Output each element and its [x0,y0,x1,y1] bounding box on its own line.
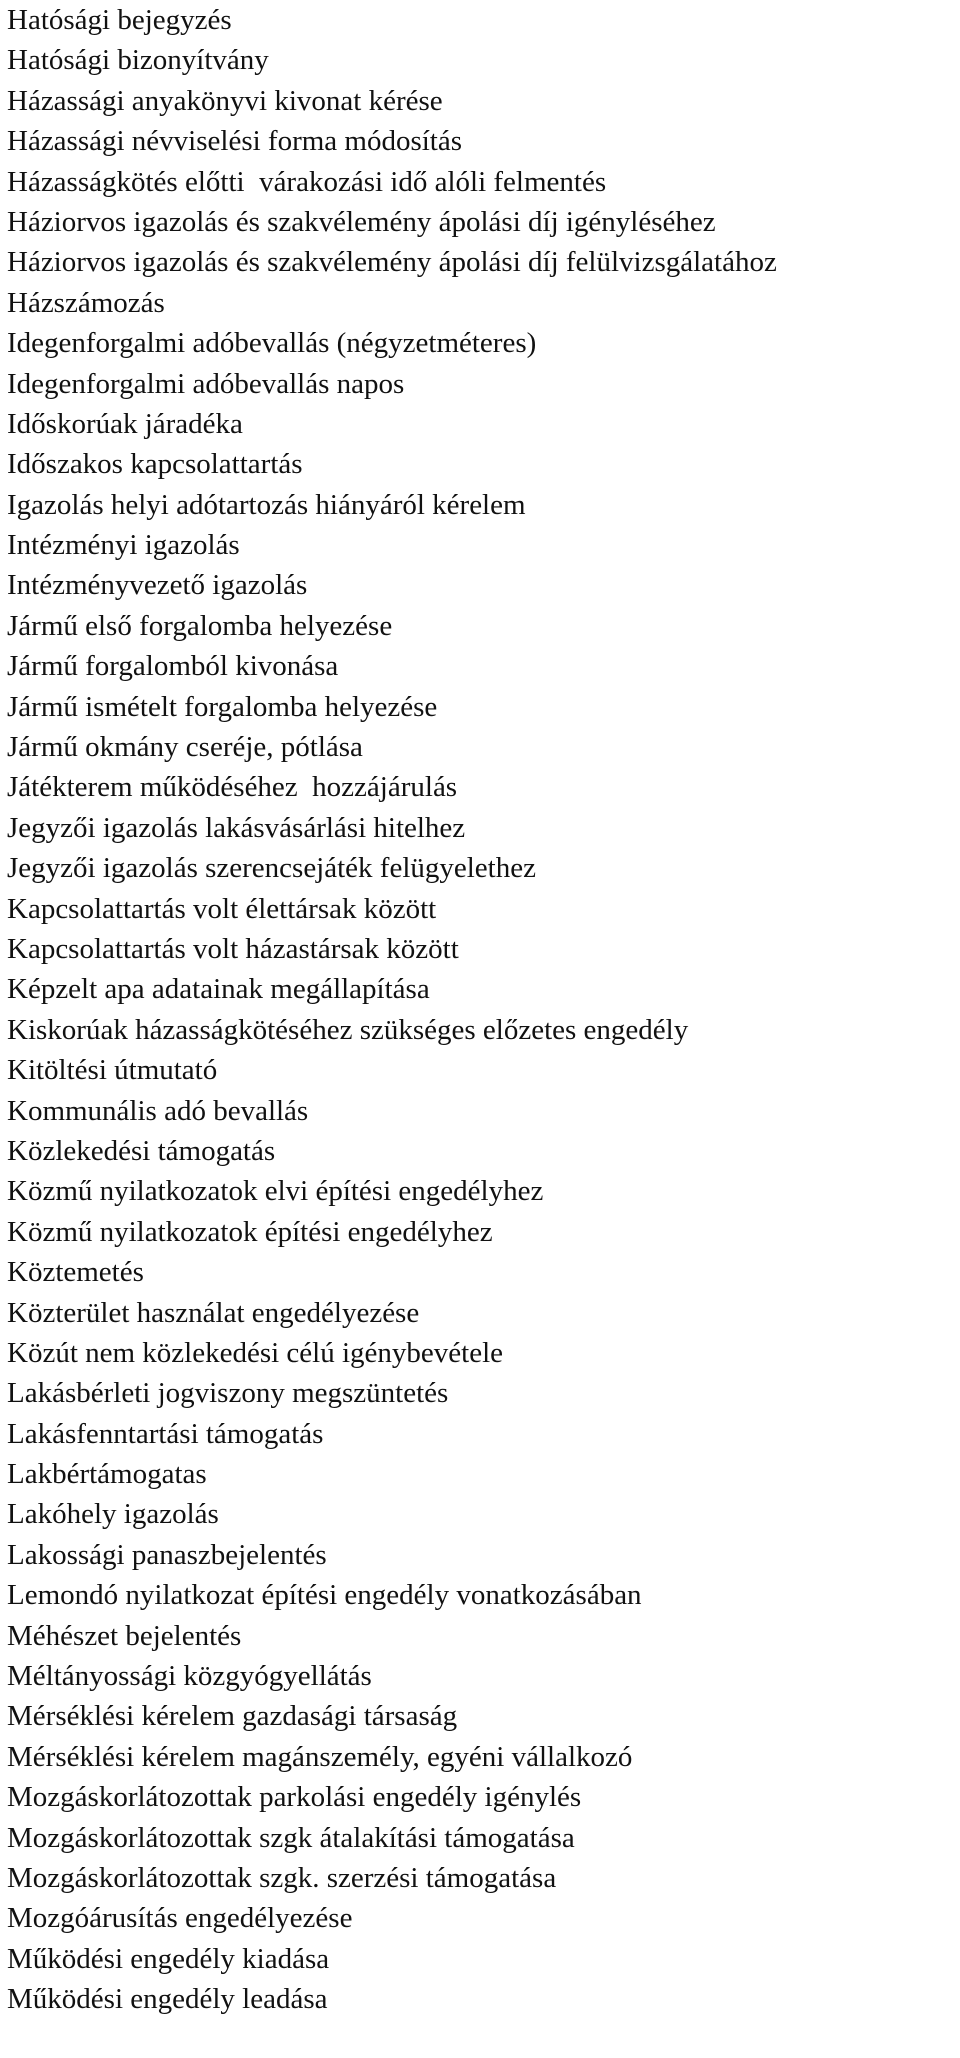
list-item: Működési engedély leadása [7,1983,328,2016]
list-item: Hatósági bizonyítvány [7,44,269,77]
list-item: Házassági névviselési forma módosítás [7,125,463,158]
list-item: Mozgáskorlátozottak szgk. szerzési támogatása [7,1861,557,1894]
list-item: Házszámozás [7,286,165,319]
list-item: Jármű ismételt forgalomba helyezése [7,690,438,723]
list-item: Lakbértámogatas [7,1458,207,1491]
list-item: Kommunális adó bevallás [7,1094,309,1127]
list-item: Közlekedési támogatás [7,1134,276,1167]
list-item: Közmű nyilatkozatok építési engedélyhez [7,1215,493,1248]
list-item: Házasságkötés előtti várakozási idő alóli felmentés [7,165,607,198]
list-item: Képzelt apa adatainak megállapítása [7,973,430,1006]
list-item: Lemondó nyilatkozat építési engedély vonatkozásában [7,1579,642,1612]
list-item: Igazolás helyi adótartozás hiányáról kérelem [7,488,526,521]
list-item: Közterület használat engedélyezése [7,1296,420,1329]
list-item: Méltányossági közgyógyellátás [7,1660,372,1693]
list-item: Lakásbérleti jogviszony megszüntetés [7,1377,449,1410]
list-item: Kiskorúak házasságkötéséhez szükséges előzetes engedély [7,1013,689,1046]
list-item: Köztemetés [7,1256,144,1289]
list-item: Lakossági panaszbejelentés [7,1538,327,1571]
list-item: Közmű nyilatkozatok elvi építési engedélyhez [7,1175,544,1208]
list-item: Mozgáskorlátozottak szgk átalakítási támogatása [7,1821,575,1854]
list-item: Lakásfenntartási támogatás [7,1417,324,1450]
list-item: Intézményi igazolás [7,529,240,562]
list-item: Hatósági bejegyzés [7,4,232,36]
list-item: Intézményvezető igazolás [7,569,308,602]
list-item: Mozgáskorlátozottak parkolási engedély igénylés [7,1781,582,1814]
list-item: Kitöltési útmutató [7,1054,218,1087]
list-item: Jegyzői igazolás szerencsejáték felügyelethez [7,852,536,885]
list-item: Közút nem közlekedési célú igénybevétele [7,1336,504,1369]
list-item: Játékterem működéséhez hozzájárulás [7,771,458,804]
list-item: Jármű forgalomból kivonása [7,650,339,683]
list-item: Idegenforgalmi adóbevallás (négyzetméteres) [7,327,537,360]
list-item: Működési engedély kiadása [7,1942,330,1975]
list-item: Háziorvos igazolás és szakvélemény ápolási díj igényléséhez [7,205,716,238]
list-item: Mérséklési kérelem gazdasági társaság [7,1700,458,1733]
list-item: Mérséklési kérelem magánszemély, egyéni vállalkozó [7,1740,633,1773]
list-item: Idegenforgalmi adóbevallás napos [7,367,405,400]
list-item: Házassági anyakönyvi kivonat kérése [7,84,443,117]
list-item: Háziorvos igazolás és szakvélemény ápolási díj felülvizsgálatához [7,246,777,279]
list-item: Méhészet bejelentés [7,1619,242,1652]
list-item: Időszakos kapcsolattartás [7,448,303,481]
list-item: Jegyzői igazolás lakásvásárlási hitelhez [7,811,466,844]
list-item: Jármű első forgalomba helyezése [7,609,393,642]
list-item: Lakóhely igazolás [7,1498,219,1531]
list-item: Kapcsolattartás volt házastársak között [7,932,459,965]
form-list [7,0,777,2020]
list-item: Mozgóárusítás engedélyezése [7,1902,353,1935]
list-item: Időskorúak járadéka [7,407,243,440]
list-item: Kapcsolattartás volt élettársak között [7,892,437,925]
list-item: Jármű okmány cseréje, pótlása [7,731,363,764]
